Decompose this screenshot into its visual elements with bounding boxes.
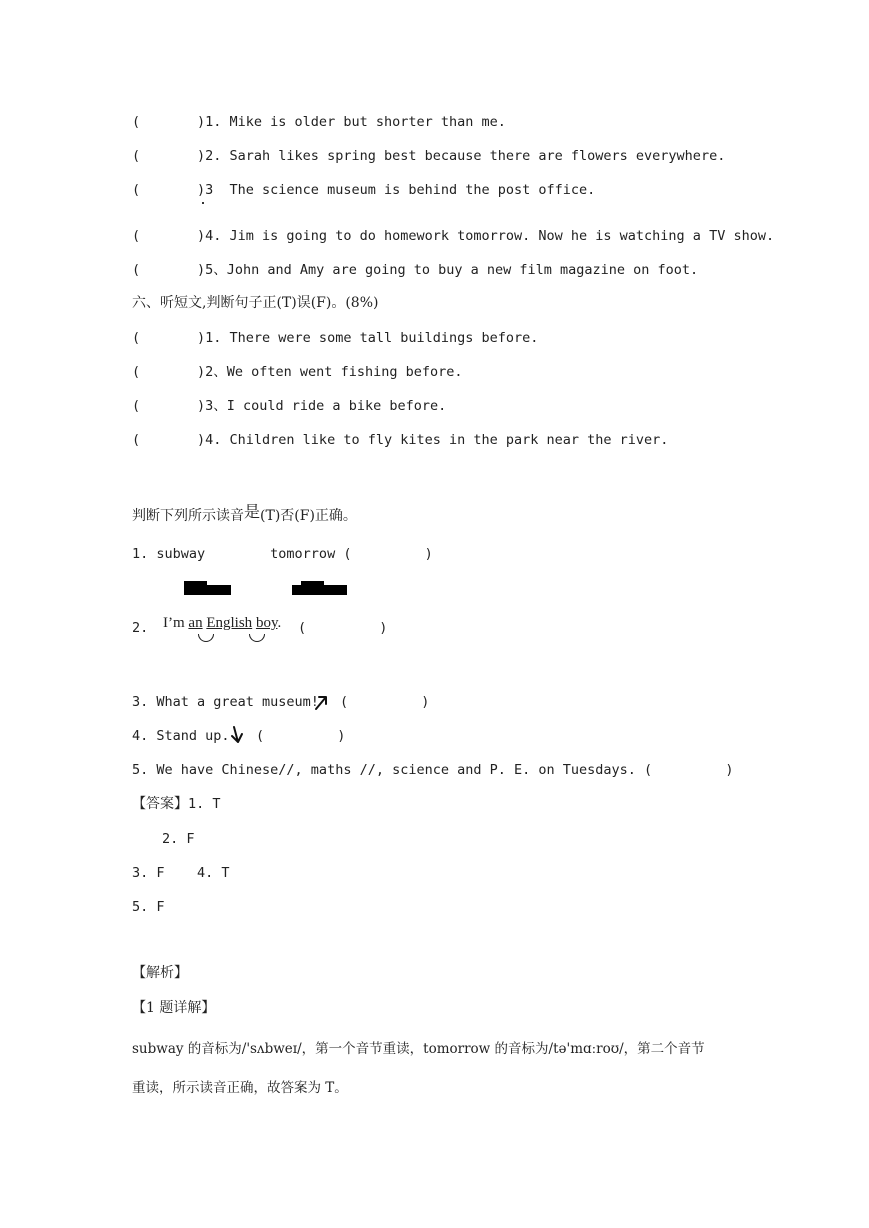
question-2-number: 2. xyxy=(132,620,149,636)
question-4-paren: ( ) xyxy=(256,728,346,744)
part5-item-2: ( )2. Sarah likes spring best because there are flowers everywhere. xyxy=(132,148,726,164)
question-3-paren: ( ) xyxy=(340,694,430,710)
answer-line-1: 【答案】1. T xyxy=(132,796,221,812)
question-4: 4. Stand up. xyxy=(132,728,230,744)
stress-mark-block xyxy=(301,581,324,595)
stray-dot xyxy=(202,202,204,204)
part6-item-3: ( )3、I could ride a bike before. xyxy=(132,398,447,414)
stress-mark-block xyxy=(323,585,347,595)
analysis-line-1: subway 的音标为/'sʌbweɪ/，第一个音节重读，tomorrow 的音标为/tə'mɑːroʊ/，第二个音节 xyxy=(132,1041,705,1057)
question-1: 1. subway tomorrow ( ) xyxy=(132,546,433,562)
question-2-paren: ( ) xyxy=(298,620,388,636)
part6-heading: 六、听短文,判断句子正(T)误(F)。(8%) xyxy=(132,295,379,311)
part5-item-5: ( )5、John and Amy are going to buy a new film magazine on foot. xyxy=(132,262,699,278)
part6-item-4: ( )4. Children like to fly kites in the park near the river. xyxy=(132,432,669,448)
falling-arrow-icon xyxy=(229,725,245,745)
part5-item-4: ( )4. Jim is going to do homework tomorrow. Now he is watching a TV show. xyxy=(132,228,775,244)
part5-item-3: ( )3 The science museum is behind the post office. xyxy=(132,182,596,198)
analysis-line-2: 重读，所示读音正确，故答案为 T。 xyxy=(132,1080,348,1096)
rising-arrow-icon xyxy=(312,693,330,711)
analysis-label: 【解析】 xyxy=(132,965,188,981)
question-instruction: 判断下列所示读音是(T)否(F)正确。 xyxy=(132,502,357,524)
answer-2: 2. F xyxy=(162,831,195,847)
answer-3-4: 3. F 4. T xyxy=(132,865,230,881)
liaison-arc-icon xyxy=(198,634,214,642)
stress-mark-block xyxy=(184,581,207,595)
question-5: 5. We have Chinese//, maths //, science and P. E. on Tuesdays. ( ) xyxy=(132,762,734,778)
question-3: 3. What a great museum! xyxy=(132,694,319,710)
stress-mark-block xyxy=(206,585,231,595)
answer-5: 5. F xyxy=(132,899,165,915)
analysis-detail-label: 【1 题详解】 xyxy=(132,1000,216,1016)
question-2-sentence: I’m an English boy. xyxy=(163,615,282,631)
part5-item-1: ( )1. Mike is older but shorter than me. xyxy=(132,114,506,130)
part6-item-1: ( )1. There were some tall buildings before. xyxy=(132,330,539,346)
liaison-arc-icon xyxy=(249,634,265,642)
answer-label: 【答案】 xyxy=(132,796,188,812)
part6-item-2: ( )2、We often went fishing before. xyxy=(132,364,463,380)
